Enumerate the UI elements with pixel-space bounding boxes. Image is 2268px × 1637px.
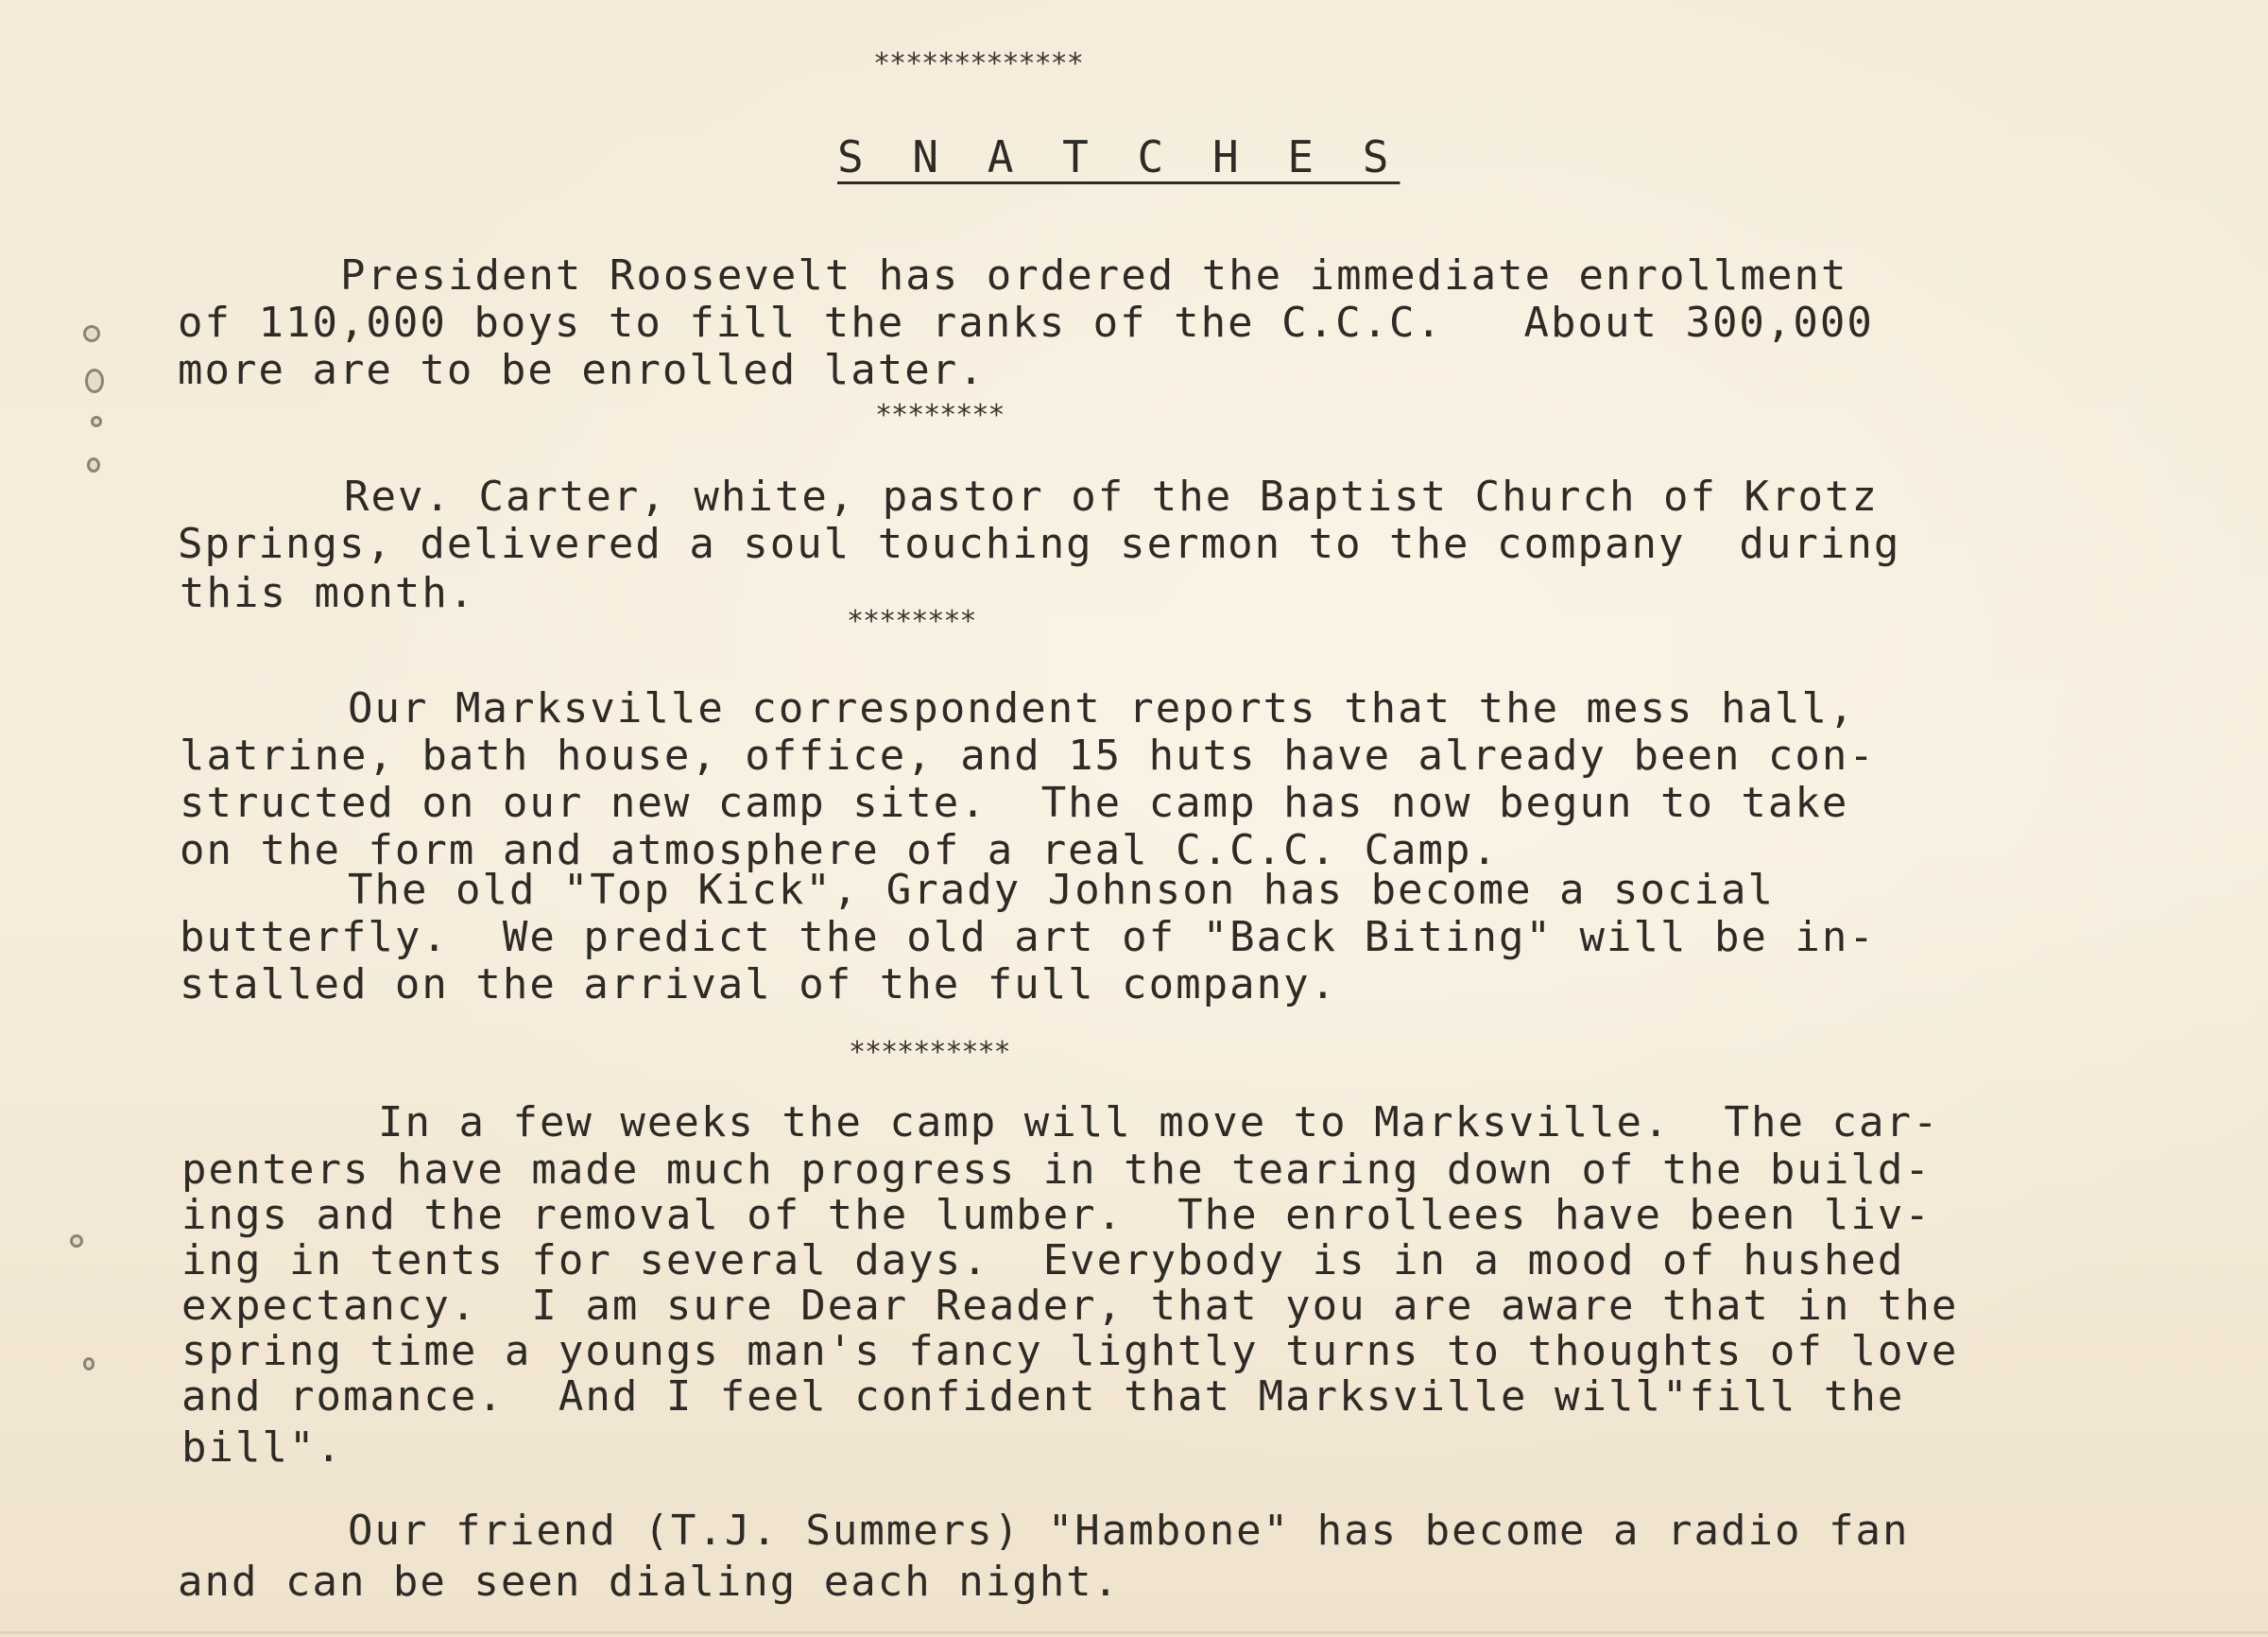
text-line: spring time a youngs man's fancy lightly turns to thoughts of love bbox=[181, 1327, 1959, 1375]
text-line: butterfly. We predict the old art of "Back Biting" will be in- bbox=[180, 913, 1876, 961]
text-line: President Roosevelt has ordered the immediate enrollment bbox=[340, 251, 1848, 300]
punch-hole bbox=[91, 416, 102, 427]
text-line: this month. bbox=[180, 569, 476, 617]
page-title: S N A T C H E S bbox=[837, 131, 1400, 182]
text-line: ings and the removal of the lumber. The enrollees have been liv- bbox=[181, 1191, 1932, 1239]
separator: ********** bbox=[849, 1036, 1010, 1069]
top-separator: ************* bbox=[873, 47, 1083, 80]
separator: ******** bbox=[875, 399, 1005, 432]
text-line: more are to be enrolled later. bbox=[178, 346, 986, 394]
text-line: Springs, delivered a soul touching sermon to the company during bbox=[178, 520, 1901, 568]
text-line: Rev. Carter, white, pastor of the Baptist Church of Krotz bbox=[344, 473, 1879, 521]
text-line: Our Marksville correspondent reports that the mess hall, bbox=[348, 684, 1856, 732]
punch-hole bbox=[70, 1234, 83, 1248]
text-line: and can be seen dialing each night. bbox=[178, 1558, 1121, 1606]
text-line: structed on our new camp site. The camp has now begun to take bbox=[180, 779, 1849, 827]
text-line: on the form and atmosphere of a real C.C.C. Camp. bbox=[180, 826, 1500, 874]
text-line: latrine, bath house, office, and 15 huts have already been con- bbox=[180, 732, 1876, 780]
text-line: Our friend (T.J. Summers) "Hambone" has become a radio fan bbox=[348, 1507, 1910, 1555]
punch-hole bbox=[87, 457, 100, 473]
separator: ******** bbox=[847, 605, 976, 638]
text-line: In a few weeks the camp will move to Marksville. The car- bbox=[378, 1098, 1940, 1146]
punch-hole bbox=[83, 325, 100, 342]
text-line: The old "Top Kick", Grady Johnson has become a social bbox=[348, 866, 1775, 914]
text-line: ing in tents for several days. Everybody is in a mood of hushed bbox=[181, 1236, 1905, 1284]
text-line: expectancy. I am sure Dear Reader, that you are aware that in the bbox=[181, 1282, 1959, 1330]
punch-hole bbox=[85, 369, 104, 393]
text-line: of 110,000 boys to fill the ranks of the C.C.C. About 300,000 bbox=[178, 299, 1874, 347]
punch-hole bbox=[83, 1357, 94, 1370]
text-line: penters have made much progress in the tearing down of the build- bbox=[181, 1146, 1932, 1194]
text-line: stalled on the arrival of the full company. bbox=[180, 960, 1338, 1008]
text-line: bill". bbox=[181, 1423, 343, 1472]
page-edge bbox=[0, 1631, 2268, 1634]
text-line: and romance. And I feel confident that Marksville will"fill the bbox=[181, 1372, 1905, 1421]
